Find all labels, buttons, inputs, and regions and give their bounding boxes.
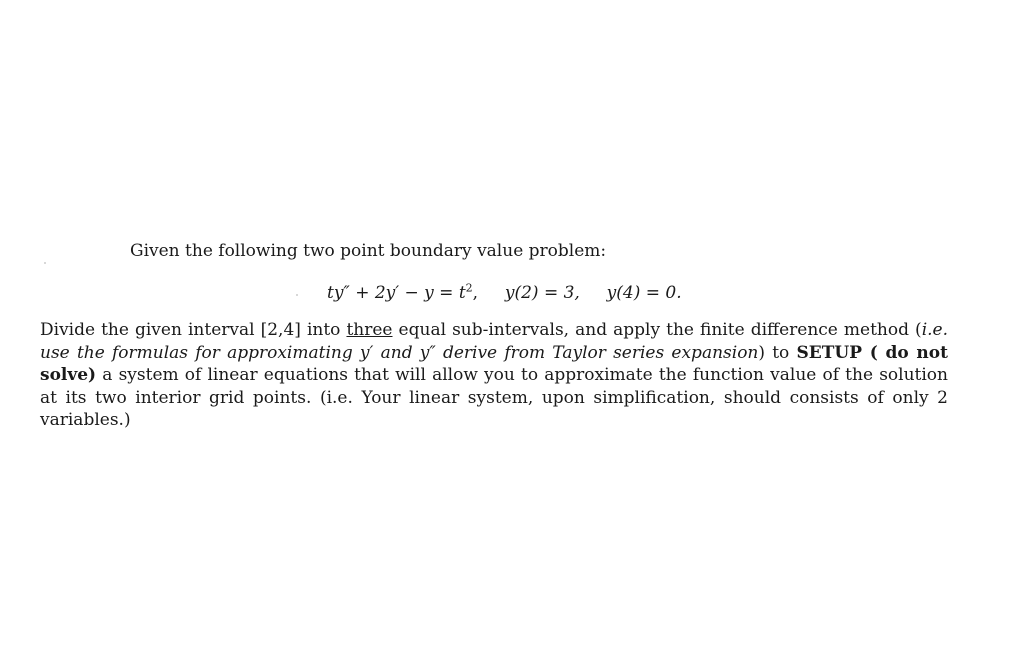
instructions-text-3: ) to (758, 342, 797, 363)
instructions-italic-note: i.e. use the formulas for approximating y′ and y″ derive from Taylor series expansion (40, 320, 948, 363)
instructions-text-1: Divide the given interval [2,4] into (40, 320, 347, 340)
instructions-bold-setup: SETUP ( do not solve) (40, 342, 948, 385)
underlined-three: three (346, 320, 393, 340)
problem-intro: Given the following two point boundary value problem: (130, 241, 607, 261)
scan-artifact-dot (296, 294, 298, 296)
instructions-text-4: a system of linear equations that will allow you to approximate the function value of the solution at its two interior grid points. (i.e. Your linear system, upon simplification, should consists of only 2 variables.) (40, 365, 948, 430)
ode-comma: , (472, 283, 479, 303)
ode-exponent: 2 (465, 281, 473, 295)
problem-instructions (40, 319, 948, 432)
boundary-condition-1: y(2) = 3, (504, 283, 580, 303)
boundary-condition-2: y(4) = 0. (606, 283, 682, 303)
scan-artifact-dot (44, 262, 46, 264)
ode-left-side: ty″ + 2y′ − y = t (327, 283, 466, 303)
boundary-value-equation (327, 282, 682, 304)
instructions-text-2: equal sub-intervals, and apply the finite difference method ( (392, 320, 922, 340)
